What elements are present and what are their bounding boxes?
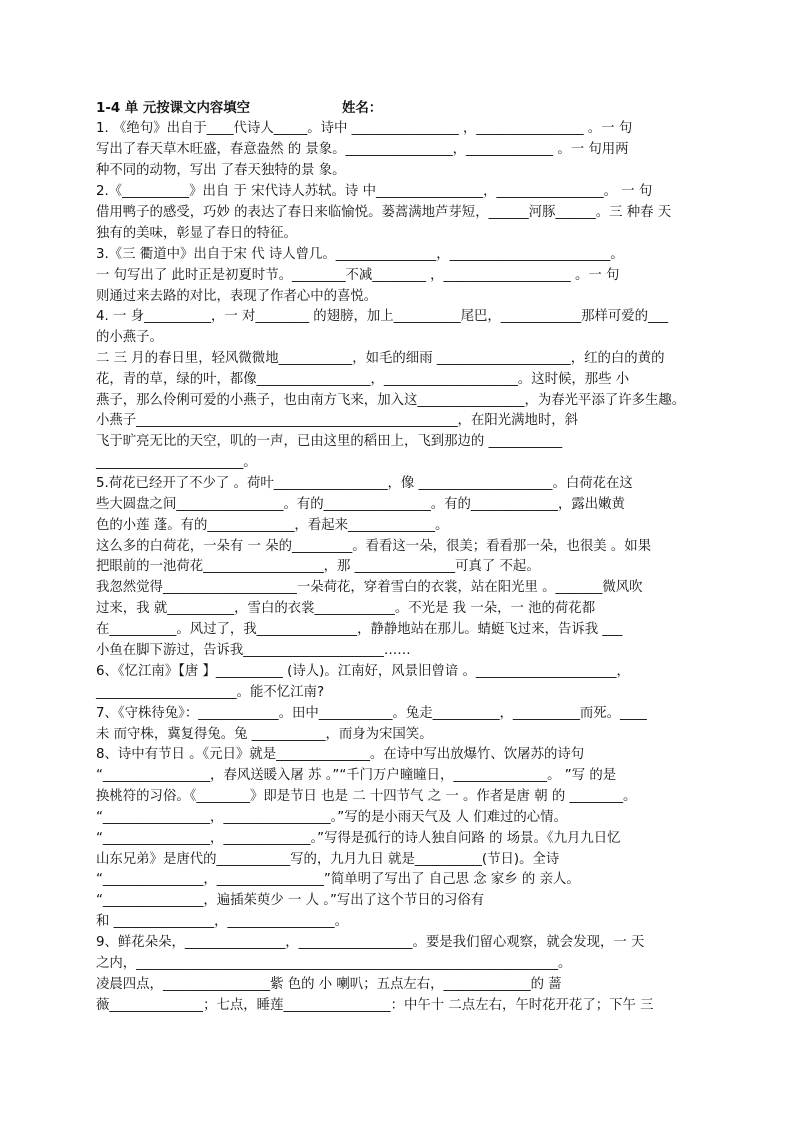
text-line: 燕子，那么伶俐可爱的小燕子，也由南方飞来，加入这________________，为春光平添了许多生趣。 [96, 393, 686, 408]
text-line: 7、《守株待兔》：____________。田中___________。兔走__________，__________而死。____ [96, 706, 647, 721]
name-label: 姓名： [342, 101, 383, 116]
text-line: 二 三 月的春日里，轻风微微地___________，如毛的细雨 ____________________，红的白的黄的 [96, 351, 665, 366]
text-line: 之内，_______________________________________________________________。 [96, 956, 572, 971]
text-line: 小鱼在脚下游过，告诉我_____________________…… [96, 643, 411, 658]
text-line: 借用鸭子的感受，巧妙 的表达了春日来临愉悦。蒌蒿满地芦芽短，______河豚______。三 种春 天 [96, 205, 672, 220]
text-line: 2.《__________》出自 于 宋代诗人苏轼。诗 中________________，________________。 一 句 [96, 184, 653, 199]
text-line: “_______________，________________”简单明了写出了 自己思 念 家乡 的 亲人。 [96, 872, 580, 887]
text-line: 写出了春天草木旺盛，春意盎然 的 景象。________________，_____________ 。一 句用两 [96, 142, 629, 157]
text-line: 4. 一 身__________，一 对________ 的翅膀，加上__________尾巴，____________那样可爱的___ [96, 309, 669, 324]
text-line: 换桃符的习俗。《________》即是节日 也是 二 十四节气 之 一 。作者是唐 朝 的 ________。 [96, 789, 637, 804]
text-line: 和 _______________，________________。 [96, 914, 348, 929]
text-line: 独有的美味，彰显了春日的特征。 [96, 226, 297, 241]
text-line: “________________，春风送暖入屠 苏 。”“千门万户曈曈日，______________。 ”写 的是 [96, 768, 617, 783]
text-line: 凌晨四点，________________紫 色的 小 喇叭；五点左右，_____________的 蔷 [96, 977, 562, 992]
text-line: 一 句写出了 此时正是初夏时节。________不减________ ，___________________ 。一 句 [96, 268, 620, 283]
worksheet-title: 1-4 单 元按课文内容填空 [96, 101, 251, 116]
text-line: 色的小莲 蓬。有的_____________，看起来_____________。 [96, 518, 449, 533]
text-line: “________________，________________。”写的是小雨天气及 人 们难过的心情。 [96, 810, 567, 825]
text-line: 薇______________；七点，睡莲________________：中午十 二点左右，午时花开花了；下午 三 [96, 998, 654, 1013]
text-line: 5.荷花已经开了不少了 。荷叶_________________，像 ____________________。白荷花在这 [96, 476, 633, 491]
text-line: 我忽然觉得____________________一朵荷花，穿着雪白的衣裳，站在阳光里 。_______微风吹 [96, 580, 643, 595]
text-line: 飞于旷亮无比的天空，叽的一声，已由这里的稻田上，飞到那边的 ___________ [96, 434, 563, 449]
text-line: 过来，我 就__________，雪白的衣裳____________。不光是 我 一朵，一 池的荷花都 [96, 601, 596, 616]
text-line: 则通过来去路的对比，表现了作者心中的喜悦。 [96, 289, 378, 304]
text-line: 8、诗中有节日 。《元日》就是______________。在诗中写出放爆竹、饮屠苏的诗句 [96, 747, 585, 762]
text-line: ______________________。 [96, 455, 257, 470]
text-line: 些大圆盘之间________________。有的________________。有的_____________，露出嫩黄 [96, 497, 625, 512]
text-line: 未 而守株，冀复得兔。兔 ___________，而身为宋国笑。 [96, 727, 433, 742]
text-line: 1. 《绝句》出自于____代诗人_____。诗中 ________________ ，________________ 。一 句 [96, 121, 633, 136]
text-line: 花，青的草，绿的叶，都像_________________，____________________。这时候，那些 小 [96, 372, 630, 387]
text-line: 小燕子________________________________________________，在阳光满地时，斜 [96, 413, 579, 428]
text-line: 9、鲜花朵朵，_______________，_________________。要是我们留心观察，就会发现，一 天 [96, 935, 645, 950]
text-line: 3.《三 衢道中》出自于宋 代 诗人曾几。_______________，________________________。 [96, 247, 624, 262]
text-line: “_______________，遍插茱萸少 一 人 。”写出了这个节日的习俗有 [96, 893, 485, 908]
text-line: 这么多的白荷花，一朵有 一 朵的_________。看看这一朵，很美；看看那一朵，也很美 。如果 [96, 539, 652, 554]
text-line: 种不同的动物，写出 了春天独特的景 象。 [96, 163, 346, 178]
text-line: 把眼前的一池荷花__________________，那 _______________可真了 不起。 [96, 559, 540, 574]
text-line: 的小燕子。 [96, 330, 163, 345]
worksheet-title-line [96, 99, 382, 119]
text-line: 山东兄弟》是唐代的___________写的，九月九日 就是__________(节日)。全诗 [96, 852, 560, 867]
text-line: 在__________。风过了，我_______________，静静地站在那儿。蜻蜓飞过来，告诉我 ___ [96, 622, 623, 637]
text-line: _____________________。能不忆江南? [96, 685, 325, 700]
text-line: “________________，_____________。”写得是孤行的诗人独自问路 的 场景。《九月九日忆 [96, 831, 621, 846]
text-line: 6、《忆江南》【唐 】__________ (诗人)。江南好，风景旧曾谙 。_____________________， [96, 664, 630, 679]
